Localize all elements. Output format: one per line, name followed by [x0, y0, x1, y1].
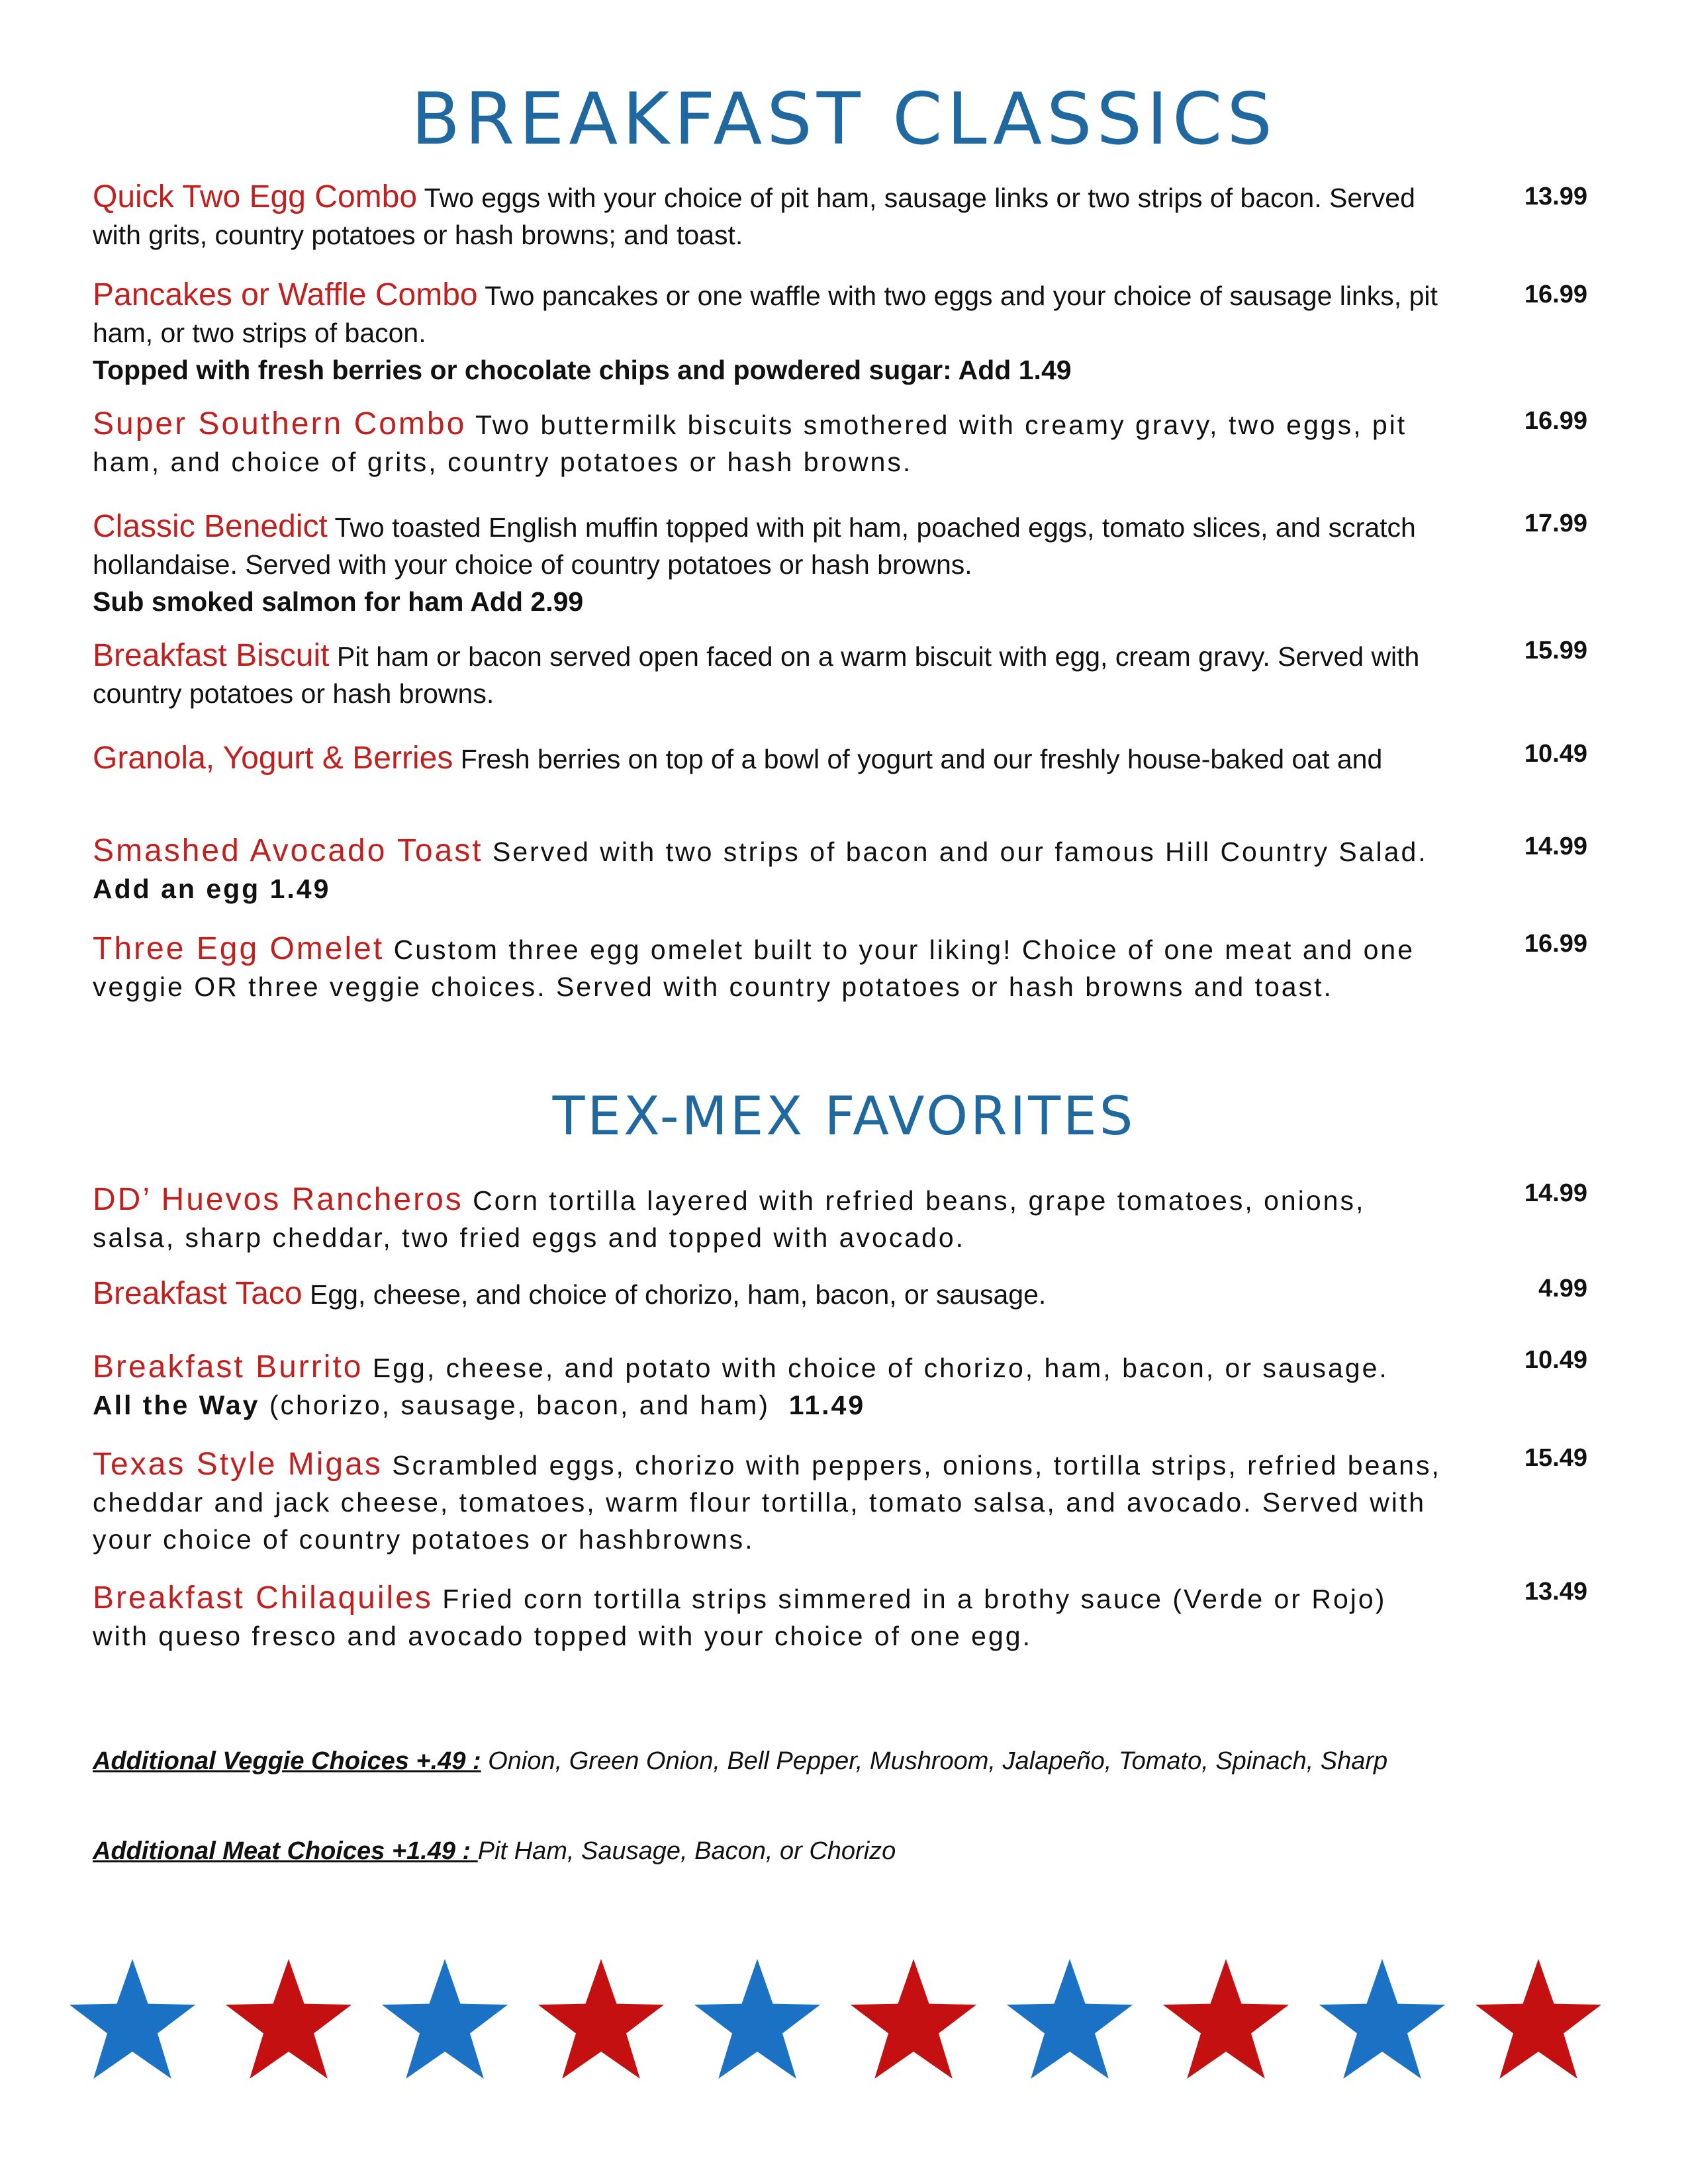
additional-veggie-choices	[93, 1747, 1387, 1776]
menu-item-texas-style-migas	[93, 1446, 1450, 1558]
item-description: Corn tortilla layered with refried beans, grape tomatoes, onions, salsa, sharp cheddar, two fried eggs and topped with avocado.	[93, 1185, 1366, 1253]
star-icon-blue	[382, 1959, 508, 2079]
item-name: Granola, Yogurt & Berries	[93, 741, 453, 776]
star-icon-blue	[70, 1959, 195, 2079]
item-name: Texas Style Migas	[93, 1447, 383, 1482]
item-price: 13.49	[1524, 1578, 1587, 1606]
item-note	[93, 1387, 1450, 1424]
menu-item-smashed-avocado-toast	[93, 833, 1450, 907]
item-name: DD’ Huevos Rancheros	[93, 1182, 463, 1217]
item-price: 10.49	[1524, 1346, 1587, 1374]
item-description: Fried corn tortilla strips simmered in a brothy sauce (Verde or Rojo) with queso fresco and avocado topped with your choice of one egg.	[93, 1584, 1387, 1651]
extras-label: Additional Veggie Choices +.49 :	[93, 1747, 481, 1775]
menu-item-granola-yogurt-berries	[93, 740, 1450, 778]
menu-item-super-southern-combo	[93, 406, 1450, 480]
item-name: Classic Benedict	[93, 509, 328, 544]
item-name: Super Southern Combo	[93, 406, 467, 441]
item-description: Scrambled eggs, chorizo with peppers, onions, tortilla strips, refried beans, cheddar and jack cheese, tomatoes, warm flour tortilla, tomato salsa, and avocado. Served with your choice of country potatoes or hashbrowns.	[93, 1450, 1441, 1555]
item-description: Two toasted English muffin topped with pit ham, poached eggs, tomato slices, and scratch hollandaise. Served with your choice of country potatoes or hash browns.	[93, 512, 1416, 580]
tex-mex-favorites-title: TEX-MEX FAVORITES	[552, 1085, 1136, 1147]
item-name: Three Egg Omelet	[93, 931, 385, 966]
item-price: 17.99	[1524, 510, 1587, 537]
item-name: Pancakes or Waffle Combo	[93, 277, 478, 312]
menu-item-breakfast-burrito	[93, 1349, 1450, 1424]
item-description: Two eggs with your choice of pit ham, sausage links or two strips of bacon. Served with grits, country potatoes or hash browns; and toast.	[93, 183, 1415, 250]
star-border	[66, 1959, 1622, 2085]
item-note: Sub smoked salmon for ham Add 2.99	[93, 586, 584, 617]
star-icon-red	[1163, 1959, 1289, 2079]
menu-item-breakfast-biscuit	[93, 637, 1450, 712]
item-description: Two buttermilk biscuits smothered with creamy gravy, two eggs, pit ham, and choice of grits, country potatoes or hash browns.	[93, 410, 1407, 477]
additional-meat-choices	[93, 1837, 896, 1866]
item-description: Pit ham or bacon served open faced on a warm biscuit with egg, cream gravy. Served with country potatoes or hash browns.	[93, 641, 1420, 709]
item-name: Breakfast Burrito	[93, 1349, 363, 1385]
item-price: 16.99	[1524, 930, 1587, 958]
star-icon-red	[1476, 1959, 1601, 2079]
item-description: Egg, cheese, and potato with choice of chorizo, ham, bacon, or sausage.	[372, 1353, 1389, 1383]
item-name: Breakfast Taco	[93, 1276, 303, 1311]
item-price: 15.49	[1524, 1444, 1587, 1472]
star-icon-blue	[694, 1959, 820, 2079]
item-name: Smashed Avocado Toast	[93, 833, 483, 868]
item-price: 14.99	[1524, 1179, 1587, 1207]
breakfast-classics-title: BREAKFAST CLASSICS	[411, 78, 1277, 161]
item-description: Egg, cheese, and choice of chorizo, ham, bacon, or sausage.	[310, 1279, 1047, 1310]
extras-text: Pit Ham, Sausage, Bacon, or Chorizo	[477, 1837, 896, 1865]
item-price: 14.99	[1524, 833, 1587, 860]
star-icon-red	[226, 1959, 352, 2079]
item-price: 10.49	[1524, 740, 1587, 768]
menu-item-pancakes-waffle-combo	[93, 277, 1450, 388]
item-price: 16.99	[1524, 281, 1587, 308]
item-description: Custom three egg omelet built to your liking! Choice of one meat and one veggie OR three veggie choices. Served with country potatoes or hash browns and toast.	[93, 934, 1415, 1002]
item-description: Two pancakes or one waffle with two eggs and your choice of sausage links, pit ham, or two strips of bacon.	[93, 281, 1438, 348]
item-price: 15.99	[1524, 637, 1587, 664]
menu-item-three-egg-omelet	[93, 931, 1450, 1005]
item-description: Fresh berries on top of a bowl of yogurt and our freshly house-baked oat and	[460, 744, 1383, 774]
extras-label: Additional Meat Choices +1.49 :	[93, 1837, 478, 1865]
item-name: Breakfast Biscuit	[93, 638, 330, 673]
extras-text: Onion, Green Onion, Bell Pepper, Mushroom, Jalapeño, Tomato, Spinach, Sharp	[488, 1747, 1388, 1775]
star-icon-blue	[1007, 1959, 1133, 2079]
menu-item-breakfast-chilaquiles	[93, 1580, 1450, 1655]
menu-item-breakfast-taco	[93, 1275, 1450, 1313]
item-price: 13.99	[1524, 183, 1587, 210]
item-note: Add an egg 1.49	[93, 874, 331, 904]
menu-item-classic-benedict	[93, 508, 1450, 620]
menu-item-huevos-rancheros	[93, 1181, 1450, 1256]
item-note: Topped with fresh berries or chocolate chips and powdered sugar: Add 1.49	[93, 355, 1072, 385]
all-the-way-label: All the Way	[93, 1390, 260, 1420]
item-price: 4.99	[1538, 1275, 1587, 1302]
menu-item-quick-two-egg-combo	[93, 179, 1450, 253]
item-name: Breakfast Chilaquiles	[93, 1580, 433, 1615]
item-price: 16.99	[1524, 407, 1587, 435]
item-name: Quick Two Egg Combo	[93, 179, 418, 214]
all-the-way-price: 11.49	[788, 1390, 866, 1420]
item-description: Served with two strips of bacon and our famous Hill Country Salad.	[492, 837, 1428, 867]
star-icon-red	[538, 1959, 664, 2079]
star-icon-blue	[1319, 1959, 1445, 2079]
all-the-way-detail: (chorizo, sausage, bacon, and ham)	[269, 1390, 770, 1420]
star-icon-red	[851, 1959, 976, 2079]
